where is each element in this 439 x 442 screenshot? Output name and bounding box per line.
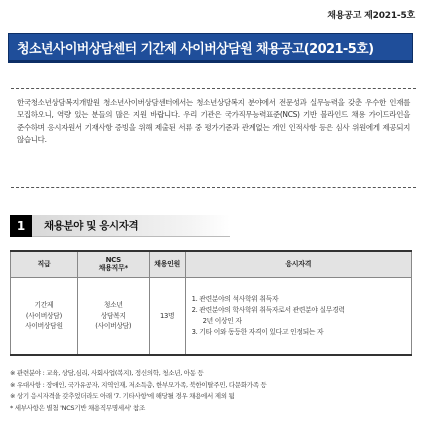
rank-line: 사이버상담원 bbox=[25, 322, 63, 330]
note-related-fields: ※ 관련분야 : 교육, 상담,심리, 사회사업(복지), 정신의학, 청소년, 아동 등 bbox=[10, 369, 204, 377]
cell-qualifications bbox=[185, 277, 411, 355]
header-rank: 직급 bbox=[11, 251, 78, 277]
section-number: 1 bbox=[10, 215, 32, 237]
section-title: 채용분야 및 응시자격 bbox=[44, 220, 139, 232]
table-header-row bbox=[11, 251, 412, 277]
ncs-line: (사이버상담) bbox=[95, 322, 132, 330]
note-details: * 세부사항은 별첨 'NCS기반 채용직무명세서' 참조 bbox=[10, 403, 146, 412]
cell-headcount: 13명 bbox=[149, 277, 185, 355]
qualification-item: 1. 관련분야의 석사학위 취득자 bbox=[191, 294, 279, 303]
page-title: 청소년사이버상담센터 기간제 사이버상담원 채용공고(2021-5호) bbox=[17, 41, 374, 57]
rank-line: (사이버상담) bbox=[25, 311, 62, 320]
intro-paragraph: 한국청소년상담복지개발원 청소년사이버상담센터에서는 청소년상담복지 분야에서 전문성과 실무능력을 갖춘 우수한 인재를 모집하오니, 역량 있는 분들의 많은 지원 바랍니다. 우리 기관은 국가직무능력표준(NCS) 기반 블라인드 채용 가이드라인을 준수하며 응시자원서 기재사항 증빙을 위해 제출된 서류 중 평가기준과 관계없는 개인 인적사항 등은 심사 위원에게 제공되지 않습니다. bbox=[17, 98, 410, 144]
header-ncs bbox=[77, 251, 149, 277]
table-row bbox=[11, 277, 412, 355]
intro-box bbox=[11, 88, 416, 188]
title-banner bbox=[8, 33, 413, 63]
note-exclusion: ※ 상기 응시자격을 갖추었더라도 아래 '7. 기타사항'에 해당될 경우 채용에서 제외 됨 bbox=[10, 392, 235, 401]
document-number: 채용공고 제2021-5호 bbox=[327, 11, 415, 21]
header-qualifications: 응시자격 bbox=[185, 251, 411, 277]
header-ncs-line2: 채용직무* bbox=[98, 264, 128, 273]
requirements-table bbox=[10, 250, 412, 356]
header-ncs-line1: NCS bbox=[105, 256, 121, 265]
qualification-item: 3. 기타 이와 동등한 자격이 있다고 인정되는 자 bbox=[191, 327, 324, 336]
ncs-line: 청소년 bbox=[103, 301, 123, 309]
cell-rank bbox=[11, 277, 78, 355]
qualification-item: 2. 관련분야의 학사학위 취득자로서 관련분야 실무경력 bbox=[191, 305, 345, 314]
ncs-line: 상담복지 bbox=[100, 311, 126, 320]
rank-line: 기간제 bbox=[34, 301, 54, 309]
cell-ncs bbox=[77, 277, 149, 355]
section-title-bar bbox=[32, 215, 230, 237]
notes-list bbox=[10, 368, 430, 414]
note-preferences: ※ 우대사항 : 장애인, 국가유공자, 지역인재, 저소득층, 한부모가족, 북한이탈주민, 다문화가족 등 bbox=[10, 380, 267, 389]
section-heading bbox=[10, 215, 230, 237]
qualification-item: 2년 이상인 자 bbox=[202, 316, 242, 325]
header-headcount: 채용인원 bbox=[149, 251, 185, 277]
